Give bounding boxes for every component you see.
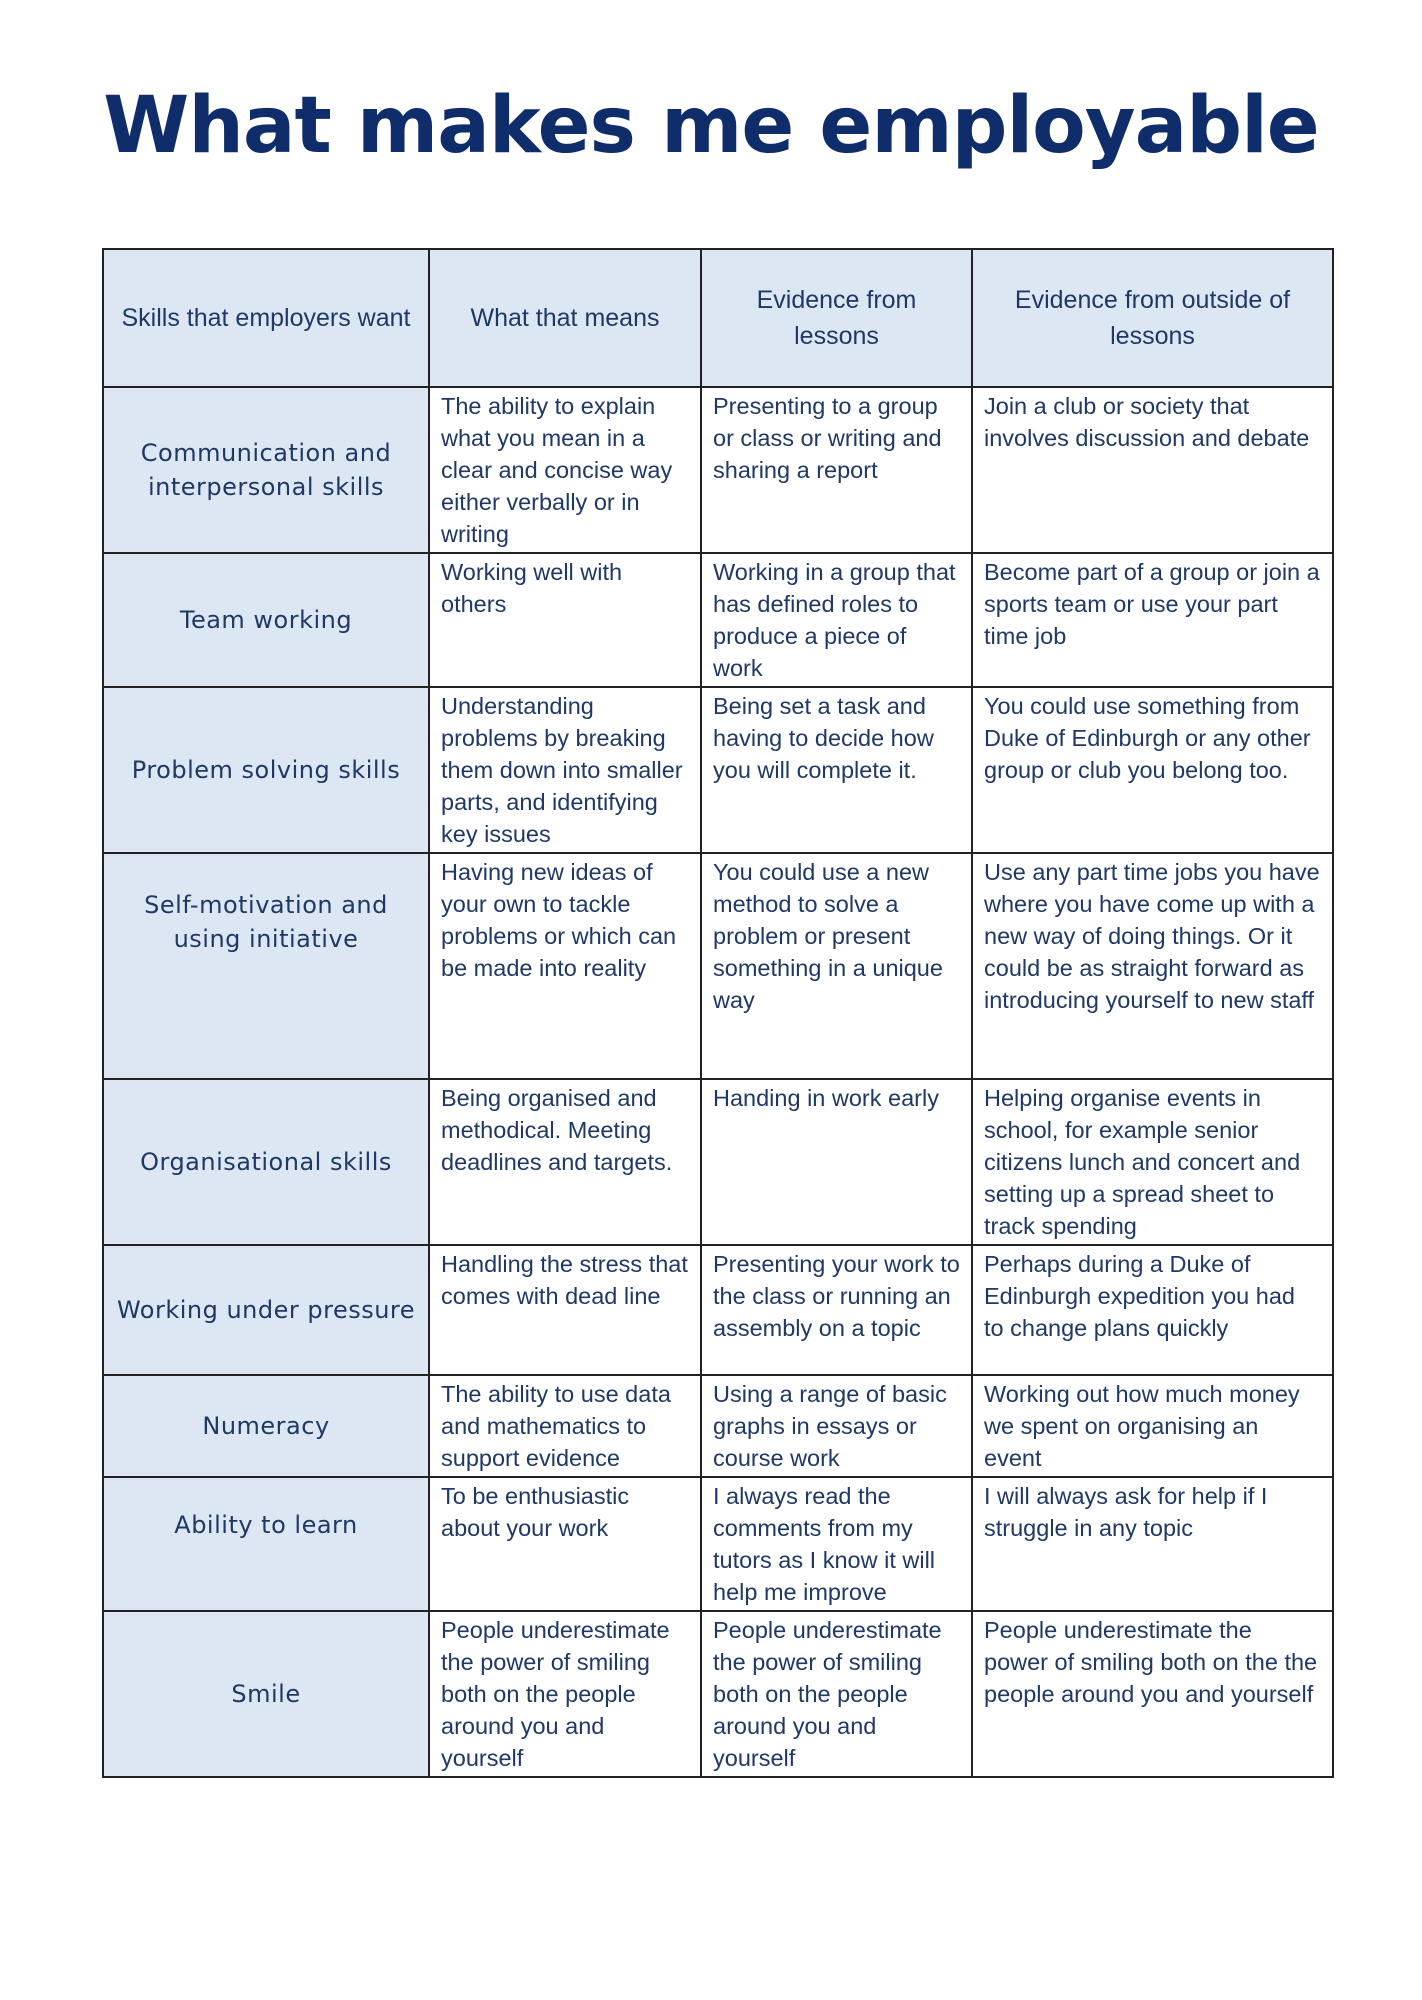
- outside-cell: Perhaps during a Duke of Edinburgh expedition you had to change plans quickly: [972, 1245, 1333, 1375]
- page-title: What makes me employable: [103, 81, 1319, 171]
- meaning-cell: To be enthusiastic about your work: [429, 1477, 701, 1611]
- table-row: [103, 1477, 1333, 1611]
- outside-cell: Helping organise events in school, for example senior citizens lunch and concert and setting up a spread sheet to track spending: [972, 1079, 1333, 1245]
- column-header-meaning: What that means: [429, 249, 701, 387]
- skill-cell: Numeracy: [103, 1375, 429, 1477]
- table-row: [103, 1375, 1333, 1477]
- skill-cell: Communication and interpersonal skills: [103, 387, 429, 553]
- outside-cell: Become part of a group or join a sports team or use your part time job: [972, 553, 1333, 687]
- column-header-outside: Evidence from outside of lessons: [972, 249, 1333, 387]
- column-header-lessons: Evidence from lessons: [701, 249, 972, 387]
- lessons-cell: Handing in work early: [701, 1079, 972, 1245]
- outside-cell: You could use something from Duke of Edinburgh or any other group or club you belong too.: [972, 687, 1333, 853]
- table-row: [103, 1611, 1333, 1777]
- skill-cell: Team working: [103, 553, 429, 687]
- meaning-cell: People underestimate the power of smiling both on the people around you and yourself: [429, 1611, 701, 1777]
- column-header-skills: Skills that employers want: [103, 249, 429, 387]
- skill-cell: Self-motivation and using initiative: [103, 853, 429, 1079]
- lessons-cell: Working in a group that has defined roles to produce a piece of work: [701, 553, 972, 687]
- skill-cell: Working under pressure: [103, 1245, 429, 1375]
- skill-cell: Ability to learn: [103, 1477, 429, 1611]
- table-row: [103, 687, 1333, 853]
- skill-cell: Smile: [103, 1611, 429, 1777]
- meaning-cell: Having new ideas of your own to tackle problems or which can be made into reality: [429, 853, 701, 1079]
- table-row: [103, 387, 1333, 553]
- outside-cell: Join a club or society that involves discussion and debate: [972, 387, 1333, 553]
- lessons-cell: I always read the comments from my tutors as I know it will help me improve: [701, 1477, 972, 1611]
- table-row: [103, 1079, 1333, 1245]
- lessons-cell: You could use a new method to solve a problem or present something in a unique way: [701, 853, 972, 1079]
- lessons-cell: People underestimate the power of smiling both on the people around you and yourself: [701, 1611, 972, 1777]
- table-header-row: [103, 249, 1333, 387]
- lessons-cell: Using a range of basic graphs in essays or course work: [701, 1375, 972, 1477]
- table-row: [103, 553, 1333, 687]
- meaning-cell: The ability to use data and mathematics to support evidence: [429, 1375, 701, 1477]
- skills-table: [102, 248, 1334, 1778]
- skill-cell: Problem solving skills: [103, 687, 429, 853]
- meaning-cell: The ability to explain what you mean in a clear and concise way either verbally or in writing: [429, 387, 701, 553]
- outside-cell: Working out how much money we spent on organising an event: [972, 1375, 1333, 1477]
- meaning-cell: Working well with others: [429, 553, 701, 687]
- outside-cell: Use any part time jobs you have where you have come up with a new way of doing things. Or it could be as straight forward as introducing yourself to new staff: [972, 853, 1333, 1079]
- lessons-cell: Being set a task and having to decide how you will complete it.: [701, 687, 972, 853]
- table-row: [103, 1245, 1333, 1375]
- outside-cell: I will always ask for help if I struggle in any topic: [972, 1477, 1333, 1611]
- outside-cell: People underestimate the power of smiling both on the the people around you and yourself: [972, 1611, 1333, 1777]
- meaning-cell: Understanding problems by breaking them down into smaller parts, and identifying key issues: [429, 687, 701, 853]
- lessons-cell: Presenting your work to the class or running an assembly on a topic: [701, 1245, 972, 1375]
- lessons-cell: Presenting to a group or class or writing and sharing a report: [701, 387, 972, 553]
- meaning-cell: Handling the stress that comes with dead line: [429, 1245, 701, 1375]
- table-row: [103, 853, 1333, 1079]
- skill-cell: Organisational skills: [103, 1079, 429, 1245]
- meaning-cell: Being organised and methodical. Meeting deadlines and targets.: [429, 1079, 701, 1245]
